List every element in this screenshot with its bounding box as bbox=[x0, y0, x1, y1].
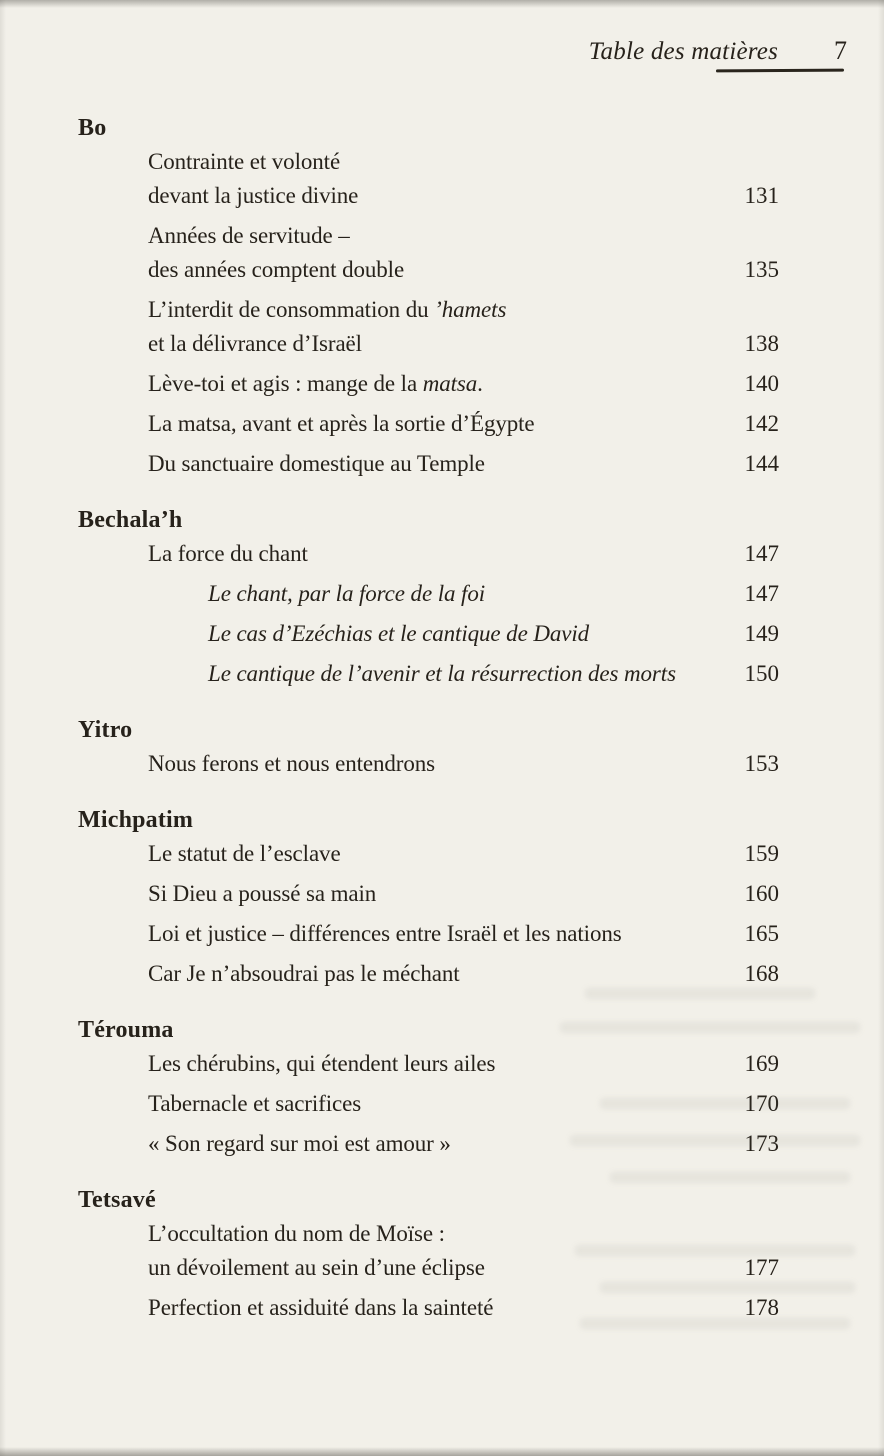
toc-entry bbox=[148, 1087, 779, 1121]
entry-line: et la délivrance d’Israël bbox=[148, 331, 362, 356]
entry-line: Le chant, par la force de la foi bbox=[208, 581, 486, 606]
entry-line: Loi et justice – différences entre Israël et les nations bbox=[148, 921, 622, 946]
entry-title bbox=[148, 1217, 485, 1285]
entry-title bbox=[148, 1291, 493, 1325]
entry-line: Contrainte et volonté bbox=[148, 149, 341, 174]
entry-page-number: 168 bbox=[744, 961, 779, 986]
toc-entry bbox=[148, 747, 779, 781]
entry-line: Si Dieu a poussé sa main bbox=[148, 881, 377, 906]
entry-line: L’occultation du nom de Moïse : bbox=[148, 1221, 445, 1246]
scan-edge-bottom bbox=[0, 1447, 884, 1456]
entry-page-number: 153 bbox=[744, 751, 779, 776]
entry-title bbox=[208, 617, 589, 651]
entry-line: Du sanctuaire domestique au Temple bbox=[148, 451, 485, 476]
entry-page-number: 150 bbox=[744, 661, 779, 686]
toc-entry bbox=[208, 657, 779, 691]
entry-line: Le cantique de l’avenir et la résurrection des morts bbox=[208, 661, 676, 686]
entry-title bbox=[148, 957, 460, 991]
toc-entry bbox=[148, 837, 779, 871]
entry-title bbox=[148, 877, 376, 911]
entry-page-number: 178 bbox=[744, 1295, 779, 1320]
section-title: Tetsavé bbox=[78, 1187, 156, 1213]
section-title: Bo bbox=[78, 115, 107, 141]
entry-title bbox=[148, 1127, 451, 1161]
entry-page-number: 144 bbox=[744, 451, 779, 476]
toc-entry bbox=[148, 219, 779, 287]
entry-page-number: 147 bbox=[744, 581, 779, 606]
entry-page-number: 173 bbox=[744, 1131, 779, 1156]
entry-page-number: 169 bbox=[744, 1051, 779, 1076]
entry-title bbox=[148, 1047, 495, 1081]
entry-page-number: 170 bbox=[744, 1091, 779, 1116]
entry-title bbox=[208, 577, 485, 611]
scan-edge-top bbox=[0, 0, 884, 8]
entry-line: « Son regard sur moi est amour » bbox=[148, 1131, 451, 1156]
entry-title bbox=[148, 747, 435, 781]
entry-line: Le statut de l’esclave bbox=[148, 841, 341, 866]
entry-title bbox=[148, 1087, 361, 1121]
section-title: Bechala’h bbox=[78, 507, 183, 533]
toc-entry bbox=[148, 145, 779, 213]
section-title: Yitro bbox=[78, 717, 133, 743]
entry-line: Perfection et assiduité dans la sainteté bbox=[148, 1295, 494, 1320]
entry-page-number: 165 bbox=[744, 921, 779, 946]
entry-title bbox=[208, 657, 676, 691]
toc-section bbox=[78, 1013, 779, 1161]
entry-line: devant la justice divine bbox=[148, 183, 359, 208]
entry-page-number: 147 bbox=[744, 541, 779, 566]
scan-edge-left bbox=[0, 0, 6, 1456]
entry-line: La matsa, avant et après la sortie d’Égypte bbox=[148, 411, 535, 436]
toc-entry bbox=[148, 957, 779, 991]
entry-line: Les chérubins, qui étendent leurs ailes bbox=[148, 1051, 496, 1076]
entry-page-number: 138 bbox=[744, 331, 779, 356]
entry-line: Lève-toi et agis : mange de la matsa. bbox=[148, 371, 483, 396]
toc-section bbox=[78, 713, 779, 781]
entry-title bbox=[148, 219, 404, 287]
toc-entry bbox=[208, 617, 779, 651]
toc-entry bbox=[148, 293, 779, 361]
toc-section bbox=[78, 503, 779, 691]
toc-entry bbox=[148, 1291, 779, 1325]
toc-section bbox=[78, 803, 779, 991]
entry-page-number: 131 bbox=[744, 183, 779, 208]
entry-title bbox=[148, 447, 485, 481]
entry-page-number: 159 bbox=[744, 841, 779, 866]
toc-section bbox=[78, 1183, 779, 1325]
entry-page-number: 140 bbox=[744, 371, 779, 396]
scan-edge-right bbox=[878, 0, 884, 1456]
entry-line: un dévoilement au sein d’une éclipse bbox=[148, 1255, 485, 1280]
entry-line: des années comptent double bbox=[148, 257, 405, 282]
toc-entry bbox=[148, 1047, 779, 1081]
toc-entry bbox=[148, 917, 779, 951]
toc-entry bbox=[148, 367, 779, 401]
entry-page-number: 135 bbox=[744, 257, 779, 282]
toc-entry bbox=[148, 1217, 779, 1285]
entry-line: Tabernacle et sacrifices bbox=[148, 1091, 362, 1116]
entry-title bbox=[148, 837, 341, 871]
entry-page-number: 160 bbox=[744, 881, 779, 906]
toc-section bbox=[78, 111, 779, 481]
entry-line: Le cas d’Ezéchias et le cantique de David bbox=[208, 621, 590, 646]
entry-line: La force du chant bbox=[148, 541, 308, 566]
section-title: Térouma bbox=[78, 1017, 174, 1043]
entry-page-number: 177 bbox=[744, 1255, 779, 1280]
page-number: 7 bbox=[834, 36, 847, 65]
toc-entry bbox=[148, 1127, 779, 1161]
entry-line: L’interdit de consommation du ’hamets bbox=[148, 297, 507, 322]
toc-entry bbox=[148, 447, 779, 481]
entry-page-number: 142 bbox=[744, 411, 779, 436]
toc-entry bbox=[148, 537, 779, 571]
toc-entry bbox=[148, 407, 779, 441]
entry-title bbox=[148, 293, 506, 361]
entry-title bbox=[148, 537, 308, 571]
entry-title bbox=[148, 367, 483, 401]
toc-entry bbox=[148, 877, 779, 911]
entry-line: Années de servitude – bbox=[148, 223, 350, 248]
entry-title bbox=[148, 407, 535, 441]
section-title: Michpatim bbox=[78, 807, 194, 833]
running-header-title: Table des matières bbox=[588, 38, 778, 65]
entry-line: Car Je n’absoudrai pas le méchant bbox=[148, 961, 460, 986]
entry-title bbox=[148, 145, 358, 213]
entry-title bbox=[148, 917, 622, 951]
entry-line: Nous ferons et nous entendrons bbox=[148, 751, 436, 776]
toc-entry bbox=[208, 577, 779, 611]
entry-page-number: 149 bbox=[744, 621, 779, 646]
